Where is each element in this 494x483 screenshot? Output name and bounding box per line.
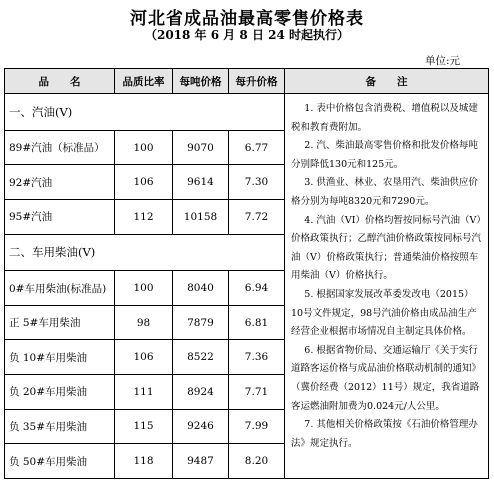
price-per-ton: 9487 — [173, 444, 229, 479]
price-per-ton: 9614 — [173, 165, 229, 200]
quality-ratio: 98 — [115, 305, 173, 340]
quality-ratio: 111 — [115, 375, 173, 410]
price-per-ton: 8040 — [173, 271, 229, 306]
quality-ratio: 106 — [115, 165, 173, 200]
quality-ratio: 100 — [115, 271, 173, 306]
header-name: 品 名 — [5, 69, 115, 94]
header-notes: 备 注 — [285, 69, 489, 94]
price-per-liter: 8.20 — [229, 444, 285, 479]
product-name: 负 35#车用柴油 — [5, 409, 115, 444]
quality-ratio: 115 — [115, 409, 173, 444]
price-per-ton: 7879 — [173, 305, 229, 340]
note-item: 5. 根据国家发展改革委发改电（2015）10号文件规定，98号汽油价格由成品油生产经营企业根据市场情况自主制定具体价格。 — [291, 288, 477, 338]
price-per-liter: 7.71 — [229, 375, 285, 410]
price-per-ton: 10158 — [173, 199, 229, 234]
page-title: 河北省成品油最高零售价格表 — [130, 9, 364, 29]
header-ratio: 品质比率 — [115, 69, 173, 94]
quality-ratio: 112 — [115, 199, 173, 234]
price-per-ton: 8522 — [173, 340, 229, 375]
note-item: 1. 表中价格包含消费税、增值税以及城建税和教育费附加。 — [291, 103, 478, 133]
product-name: 正 5#车用柴油 — [5, 305, 115, 340]
notes-cell — [285, 94, 489, 479]
product-name: 负 50#车用柴油 — [5, 444, 115, 479]
quality-ratio: 118 — [115, 444, 173, 479]
product-name: 负 20#车用柴油 — [5, 375, 115, 410]
unit-label: 单位:元 — [424, 55, 460, 67]
price-per-liter: 7.72 — [229, 199, 285, 234]
section-row — [5, 94, 489, 131]
note-item: 4. 汽油（VI）价格均暂按同标号汽油（V）价格政策执行；乙醇汽油价格政策按同标号汽油（V）价格政策执行；普通柴油价格按照车用柴油（V）价格执行。 — [291, 214, 482, 282]
header-per-liter: 每升价格 — [229, 69, 285, 94]
product-name: 89#汽油（标准品） — [5, 130, 115, 165]
note-item: 7. 其他相关价格政策按《石油价格管理办法》规定执行。 — [291, 419, 478, 449]
product-name: 负 10#车用柴油 — [5, 340, 115, 375]
price-per-ton: 9246 — [173, 409, 229, 444]
header-per-ton: 每吨价格 — [173, 69, 229, 94]
quality-ratio: 106 — [115, 340, 173, 375]
note-item: 6. 根据省物价局、交通运输厅《关于实行道路客运价格与成品油价格联动机制的通知》（冀价经费（2012）11号）规定，我省道路客运燃油附加费为0.024元/人公里。 — [291, 344, 482, 412]
page-subtitle: （2018 年 6 月 8 日 24 时起执行） — [144, 28, 350, 42]
price-per-liter: 7.30 — [229, 165, 285, 200]
price-per-ton: 9070 — [173, 130, 229, 165]
header-row — [5, 69, 489, 94]
price-per-liter: 6.94 — [229, 271, 285, 306]
product-name: 92#汽油 — [5, 165, 115, 200]
price-per-liter: 6.77 — [229, 130, 285, 165]
quality-ratio: 100 — [115, 130, 173, 165]
price-table — [4, 68, 489, 479]
section-gasoline: 一、汽油(V) — [5, 94, 285, 131]
product-name: 95#汽油 — [5, 199, 115, 234]
price-per-liter: 7.36 — [229, 340, 285, 375]
price-per-ton: 8924 — [173, 375, 229, 410]
price-per-liter: 7.99 — [229, 409, 285, 444]
note-item: 2. 汽、柴油最高零售价格和批发价格每吨分别降低130元和125元。 — [291, 140, 478, 170]
section-diesel: 二、车用柴油(V) — [5, 234, 285, 271]
product-name: 0#车用柴油(标准品) — [5, 271, 115, 306]
note-item: 3. 供渔业、林业、农垦用汽、柴油供应价格分别为每吨8320元和7290元。 — [291, 177, 478, 207]
price-per-liter: 6.81 — [229, 305, 285, 340]
